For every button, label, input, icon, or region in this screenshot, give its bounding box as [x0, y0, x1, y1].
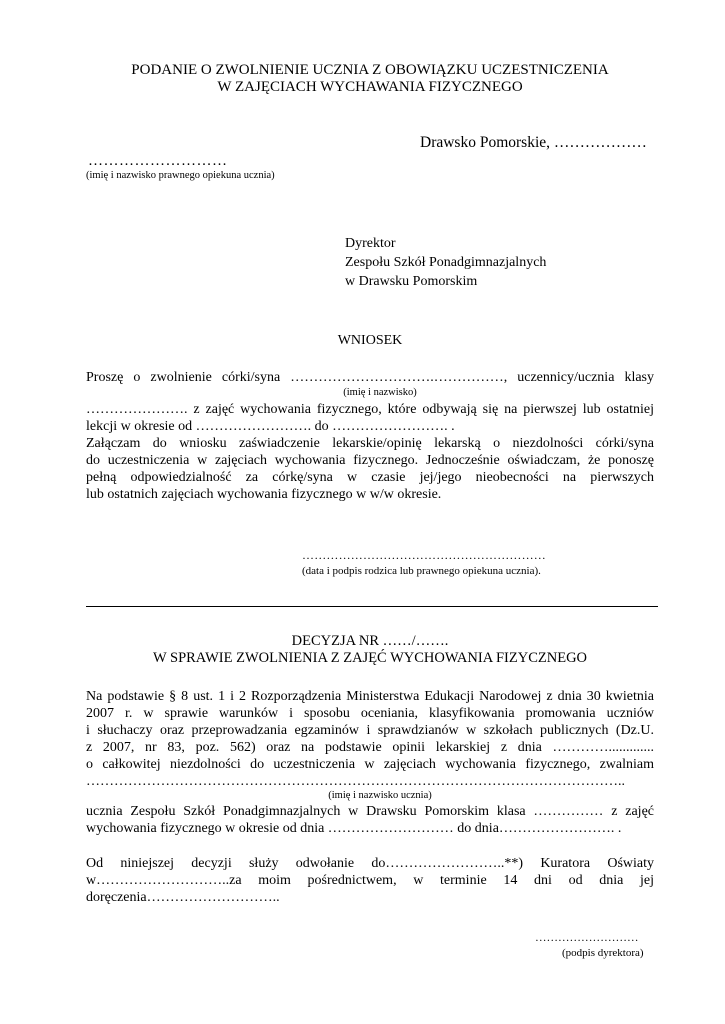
addressee-line-3: w Drawsku Pomorskim	[345, 274, 478, 289]
director-signature-caption: (podpis dyrektora)	[562, 947, 644, 959]
wniosek-line-2: …………………. z zajęć wychowania fizycznego, które odbywają się na pierwszej lub ostatniej	[86, 402, 654, 417]
title-line-2: W ZAJĘCIACH WYCHAWANIA FIZYCZNEGO	[217, 79, 523, 95]
decyzja-line-7: ucznia Zespołu Szkół Ponadgimnazjalnych w Drawsku Pomorskim klasa …………… z zajęć	[86, 804, 654, 819]
student-name-caption: (imię i nazwisko)	[343, 387, 417, 398]
decyzja-line-5: o całkowitej niezdolności do uczestniczenia w zajęciach wychowania fizycznego, zwalniam	[86, 757, 654, 772]
wniosek-line-7: lub ostatnich zajęciach wychowania fizycznego w w/w okresie.	[86, 487, 442, 502]
decyzja-heading-1: DECYZJA NR ……/…….	[291, 633, 449, 649]
decyzja-paragraph-3	[86, 855, 654, 906]
director-signature-field: ………………………	[535, 932, 639, 944]
decyzja-line-8: wychowania fizycznego w okresie od dnia ……………………… do dnia……………………. .	[86, 821, 622, 836]
parent-signature-field: ……………………………………………………	[302, 548, 546, 562]
student-name-caption-2: (imię i nazwisko ucznia)	[328, 790, 432, 801]
decyzja-line-4: z 2007, nr 83, poz. 562) oraz na podstawie opinii lekarskiej z dnia ………….............	[86, 740, 654, 755]
wniosek-line-5: do uczestniczenia w zajęciach wychowania fizycznego. Jednocześnie oświadczam, że ponoszę	[86, 453, 654, 468]
place-date-field: Drawsko Pomorskie, ………………	[420, 134, 647, 151]
addressee-line-2: Zespołu Szkół Ponadgimnazjalnych	[345, 255, 547, 270]
decyzja-heading-2: W SPRAWIE ZWOLNIENIA Z ZAJĘĆ WYCHOWANIA FIZYCZNEGO	[152, 650, 588, 666]
wniosek-heading: WNIOSEK	[337, 333, 403, 348]
addressee-block	[345, 234, 546, 291]
section-divider	[86, 606, 658, 607]
decyzja-paragraph-1	[86, 688, 654, 790]
decyzja-line-10: w………………………..za moim pośrednictwem, w terminie 14 dni od dnia jej	[86, 873, 654, 888]
wniosek-paragraph-line-1	[86, 369, 654, 386]
wniosek-line-6: pełną odpowiedzialność za córkę/syna w czasie jej/jego nieobecności na pierwszych	[86, 470, 654, 485]
wniosek-line-3: lekcji w okresie od ……………………. do ……………………. .	[86, 419, 455, 434]
decyzja-line-3: i słuchaczy oraz przeprowadzania egzaminów i sprawdzianów w szkołach publicznych (Dz.U.	[86, 723, 654, 738]
guardian-name-field: ………………………	[88, 153, 228, 169]
document-title	[80, 62, 660, 96]
title-line-1: PODANIE O ZWOLNIENIE UCZNIA Z OBOWIĄZKU UCZESTNICZENIA	[131, 62, 609, 78]
guardian-name-caption: (imię i nazwisko prawnego opiekuna ucznia)	[86, 170, 275, 181]
parent-signature-caption: (data i podpis rodzica lub prawnego opiekuna ucznia).	[302, 565, 541, 577]
decyzja-line-9: Od niniejszej decyzji służy odwołanie do……………………..**) Kuratora Oświaty	[86, 856, 654, 871]
wniosek-line-4: Załączam do wniosku zaświadczenie lekarskie/opinię lekarską o niezdolności córki/syna	[86, 436, 654, 451]
decyzja-paragraph-2	[86, 803, 654, 837]
decyzja-line-1: Na podstawie § 8 ust. 1 i 2 Rozporządzenia Ministerstwa Edukacji Narodowej z dnia 30 kwietnia	[86, 689, 654, 704]
decyzja-line-6: ……………………………………………………………………………………………………..	[86, 774, 625, 789]
wniosek-line-1: Proszę o zwolnienie córki/syna ………………………….……………, uczennicy/ucznia klasy	[86, 370, 654, 385]
wniosek-paragraph	[86, 401, 654, 503]
addressee-line-1: Dyrektor	[345, 236, 396, 251]
decyzja-line-2: 2007 r. w sprawie warunków i sposobu oceniania, klasyfikowania promowania uczniów	[86, 706, 654, 721]
decyzja-line-11: doręczenia………………………..	[86, 890, 280, 905]
decyzja-heading	[80, 633, 660, 667]
